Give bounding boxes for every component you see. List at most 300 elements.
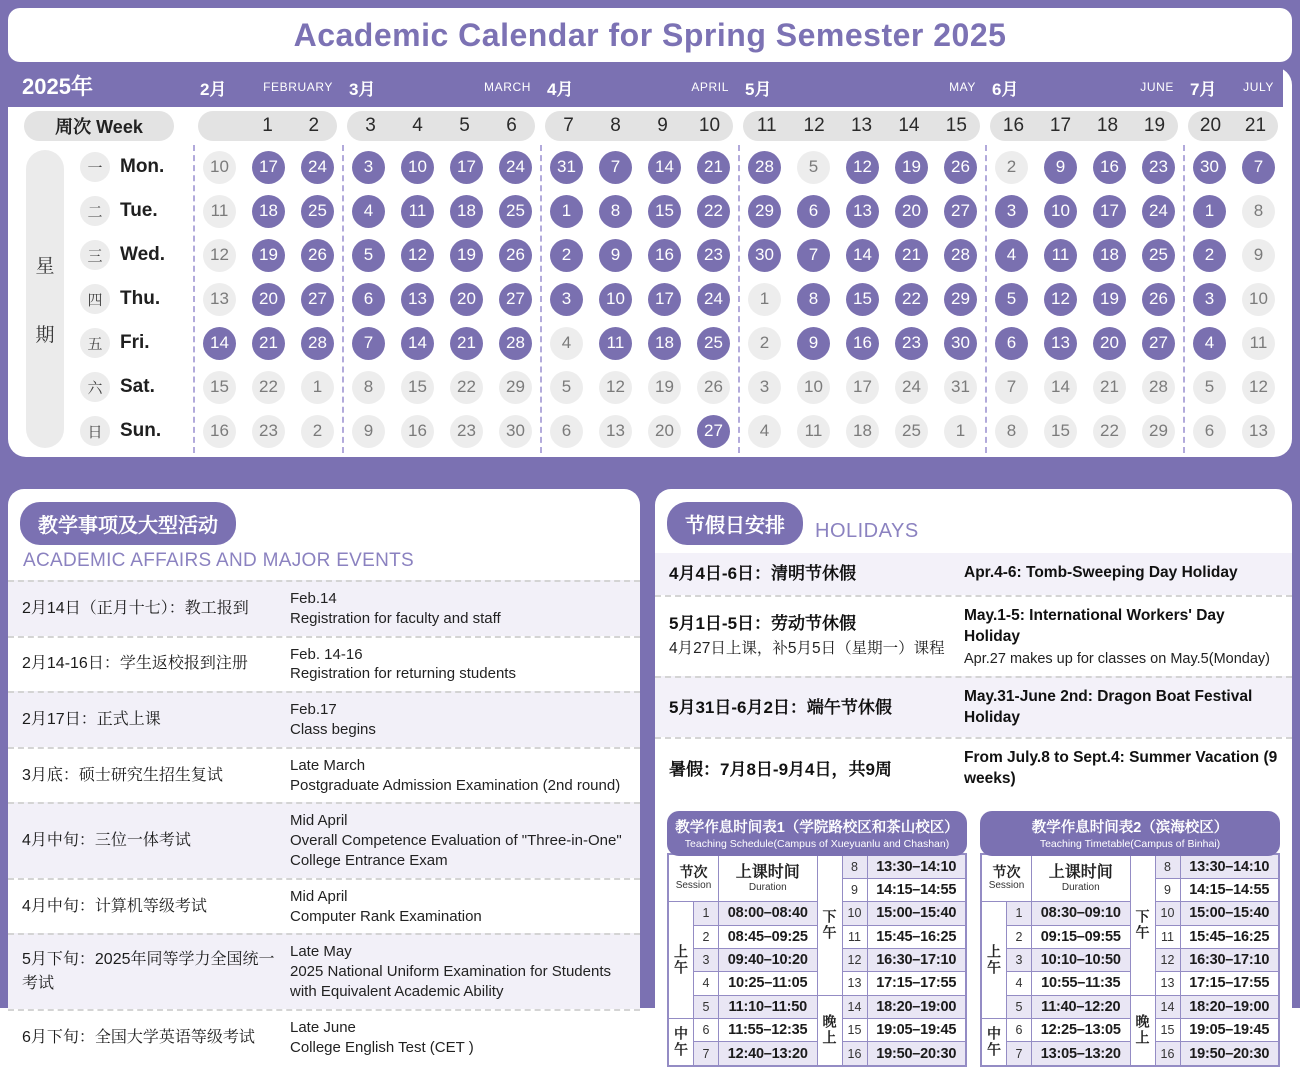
timetable-grid bbox=[667, 853, 967, 1067]
event-en-line: Late June bbox=[290, 1018, 356, 1036]
off-day-circle: 22 bbox=[252, 371, 285, 404]
weekday-zh-label: 四 bbox=[80, 284, 110, 314]
day-cell bbox=[1036, 233, 1085, 277]
day-cell bbox=[244, 365, 293, 409]
month-label-en: MAY bbox=[949, 80, 976, 94]
day-cell bbox=[344, 409, 393, 453]
day-cell bbox=[393, 277, 442, 321]
day-cell bbox=[393, 233, 442, 277]
class-day-circle: 15 bbox=[648, 195, 681, 228]
session-number: 8 bbox=[843, 855, 867, 877]
off-day-circle: 10 bbox=[797, 371, 830, 404]
day-cell bbox=[244, 277, 293, 321]
event-en-line: Mid April bbox=[290, 887, 348, 905]
day-cell bbox=[195, 365, 244, 409]
session-time: 09:40–10:20 bbox=[719, 949, 817, 971]
class-day-circle: 28 bbox=[499, 327, 532, 360]
holiday-row bbox=[655, 595, 1292, 676]
day-cell bbox=[442, 233, 491, 277]
session-time: 11:55–12:35 bbox=[719, 1019, 817, 1041]
class-day-circle: 26 bbox=[499, 239, 532, 272]
class-day-circle: 6 bbox=[352, 283, 385, 316]
week-number: 19 bbox=[1143, 115, 1166, 136]
week-number: 8 bbox=[610, 115, 621, 136]
class-day-circle: 18 bbox=[648, 327, 681, 360]
class-day-circle: 11 bbox=[401, 195, 434, 228]
day-cell bbox=[491, 409, 540, 453]
day-cell bbox=[887, 189, 936, 233]
calendar-panel bbox=[8, 67, 1292, 457]
event-en-line: Overall Competence Evaluation of "Three-in-One" bbox=[290, 832, 622, 850]
session-number: 10 bbox=[1156, 902, 1180, 924]
holiday-en-text bbox=[964, 606, 1282, 667]
day-cell bbox=[838, 189, 887, 233]
holidays-header-pill: 节假日安排 bbox=[667, 502, 803, 545]
event-en-line: with Equivalent Academic Ability bbox=[290, 982, 504, 1000]
session-number: 3 bbox=[1007, 949, 1031, 971]
event-zh-text: 4月中旬：计算机等级考试 bbox=[22, 897, 207, 915]
session-time: 17:15–17:55 bbox=[868, 972, 966, 994]
class-day-circle: 14 bbox=[846, 239, 879, 272]
events-subtitle: ACADEMIC AFFAIRS AND MAJOR EVENTS bbox=[23, 550, 415, 571]
month-label-zh: 4月 bbox=[547, 79, 574, 99]
session-number: 4 bbox=[694, 972, 718, 994]
event-en-line: 2025 National Uniform Examination for Students bbox=[290, 963, 612, 981]
class-day-circle: 21 bbox=[450, 327, 483, 360]
class-day-circle: 10 bbox=[401, 151, 434, 184]
day-cell bbox=[740, 189, 789, 233]
day-cell bbox=[393, 409, 442, 453]
month-week-row bbox=[193, 107, 342, 145]
class-day-circle: 22 bbox=[697, 195, 730, 228]
day-cell bbox=[740, 365, 789, 409]
weekday-zh-label: 日 bbox=[80, 416, 110, 446]
day-cell bbox=[689, 189, 738, 233]
session-time: 10:25–11:05 bbox=[719, 972, 817, 994]
day-cell bbox=[491, 321, 540, 365]
off-day-circle: 17 bbox=[846, 371, 879, 404]
day-cell bbox=[887, 409, 936, 453]
event-row bbox=[8, 933, 640, 1008]
session-number: 13 bbox=[843, 972, 867, 994]
off-day-circle: 10 bbox=[1242, 283, 1275, 316]
day-cell bbox=[344, 277, 393, 321]
day-cell bbox=[789, 189, 838, 233]
session-time: 08:30–09:10 bbox=[1032, 902, 1130, 924]
day-cell bbox=[1234, 365, 1283, 409]
timetable-grid bbox=[980, 853, 1280, 1067]
event-en-text bbox=[290, 942, 630, 1001]
day-cell bbox=[542, 233, 591, 277]
day-cell bbox=[936, 277, 985, 321]
holiday-zh-main: 4月4日-6日：清明节休假 bbox=[669, 564, 857, 583]
week-number: 2 bbox=[308, 115, 320, 136]
event-en-text bbox=[290, 700, 630, 740]
day-cell bbox=[244, 233, 293, 277]
event-en-line: Postgraduate Admission Examination (2nd round) bbox=[290, 776, 621, 794]
day-cell bbox=[293, 189, 342, 233]
day-cell bbox=[689, 145, 738, 189]
timetable-title-en: Teaching Schedule(Campus of Xueyuanlu and Chashan) bbox=[684, 838, 950, 851]
bottom-section bbox=[8, 489, 1292, 1067]
week-number: 15 bbox=[945, 115, 967, 136]
day-cell bbox=[491, 277, 540, 321]
month-label-zh: 2月 bbox=[200, 79, 227, 99]
title-band bbox=[8, 8, 1292, 62]
off-day-circle: 28 bbox=[1142, 371, 1175, 404]
day-cell bbox=[442, 365, 491, 409]
off-day-circle: 20 bbox=[648, 415, 681, 448]
day-cell bbox=[1134, 409, 1183, 453]
holiday-row bbox=[655, 553, 1292, 595]
day-cell bbox=[1134, 233, 1183, 277]
day-cell bbox=[393, 145, 442, 189]
holiday-row bbox=[655, 737, 1292, 799]
timetable bbox=[980, 811, 1280, 1067]
day-cell bbox=[887, 277, 936, 321]
month-block bbox=[1183, 67, 1283, 457]
day-cell bbox=[1085, 321, 1134, 365]
session-time: 19:05–19:45 bbox=[1181, 1019, 1279, 1041]
time-header-cell bbox=[1032, 855, 1130, 901]
day-cell bbox=[591, 277, 640, 321]
day-cell bbox=[887, 321, 936, 365]
day-cell bbox=[195, 409, 244, 453]
session-number: 8 bbox=[1156, 855, 1180, 877]
day-cell bbox=[1134, 365, 1183, 409]
day-cell bbox=[344, 189, 393, 233]
events-header-pill: 教学事项及大型活动 bbox=[20, 502, 236, 545]
holidays-subtitle: HOLIDAYS bbox=[815, 520, 919, 542]
event-en-line: Mid April bbox=[290, 812, 348, 830]
class-day-circle: 27 bbox=[697, 415, 730, 448]
day-cell bbox=[542, 409, 591, 453]
session-number: 10 bbox=[843, 902, 867, 924]
event-zh-text: 2月14-16日：学生返校报到注册 bbox=[22, 655, 248, 673]
class-day-circle: 19 bbox=[895, 151, 928, 184]
day-cell bbox=[1085, 189, 1134, 233]
month-header bbox=[1183, 67, 1283, 107]
session-time: 11:40–12:20 bbox=[1032, 996, 1130, 1018]
month-week-pill bbox=[347, 111, 535, 141]
class-day-circle: 13 bbox=[846, 195, 879, 228]
month-days-grid bbox=[1183, 145, 1283, 453]
day-cell bbox=[789, 365, 838, 409]
class-day-circle: 26 bbox=[301, 239, 334, 272]
off-day-circle: 25 bbox=[895, 415, 928, 448]
day-cell bbox=[195, 233, 244, 277]
class-day-circle: 28 bbox=[748, 151, 781, 184]
day-cell bbox=[987, 321, 1036, 365]
off-day-circle: 19 bbox=[648, 371, 681, 404]
class-day-circle: 30 bbox=[1193, 151, 1226, 184]
day-cell bbox=[244, 189, 293, 233]
week-number: 14 bbox=[898, 115, 920, 136]
noon-group-label: 中午 bbox=[982, 1019, 1006, 1065]
month-label-en: JUNE bbox=[1140, 80, 1174, 94]
session-number: 16 bbox=[1156, 1042, 1180, 1064]
week-number: 5 bbox=[459, 115, 470, 136]
week-number: 1 bbox=[262, 115, 273, 136]
day-cell bbox=[1185, 365, 1234, 409]
session-header-zh: 节次 bbox=[992, 864, 1021, 881]
day-cell bbox=[1036, 277, 1085, 321]
off-day-circle: 18 bbox=[846, 415, 879, 448]
class-day-circle: 28 bbox=[944, 239, 977, 272]
day-cell bbox=[987, 189, 1036, 233]
day-cell bbox=[344, 233, 393, 277]
session-number: 9 bbox=[843, 879, 867, 901]
session-time: 13:05–13:20 bbox=[1032, 1042, 1130, 1064]
day-cell bbox=[344, 321, 393, 365]
week-number: 3 bbox=[365, 115, 376, 136]
week-header-pill: 周次 Week bbox=[24, 111, 174, 141]
class-day-circle: 15 bbox=[846, 283, 879, 316]
day-cell bbox=[887, 145, 936, 189]
week-number: 20 bbox=[1199, 115, 1222, 136]
day-cell bbox=[987, 365, 1036, 409]
day-cell bbox=[293, 233, 342, 277]
month-week-pill bbox=[198, 111, 337, 141]
month-header bbox=[985, 67, 1183, 107]
off-day-circle: 5 bbox=[797, 151, 830, 184]
session-time: 16:30–17:10 bbox=[868, 949, 966, 971]
session-time: 12:40–13:20 bbox=[719, 1042, 817, 1064]
holidays-header bbox=[667, 502, 1292, 545]
holiday-en-main: From July.8 to Sept.4: Summer Vacation (9 weeks) bbox=[964, 749, 1278, 788]
event-zh-text: 6月下旬：全国大学英语等级考试 bbox=[22, 1028, 255, 1046]
day-cell bbox=[740, 145, 789, 189]
class-day-circle: 26 bbox=[944, 151, 977, 184]
month-label-zh: 5月 bbox=[745, 79, 772, 99]
month-label-zh: 6月 bbox=[992, 79, 1019, 99]
day-cell bbox=[442, 145, 491, 189]
day-cell bbox=[195, 321, 244, 365]
day-cell bbox=[1085, 145, 1134, 189]
evening-group-label: 晚上 bbox=[818, 996, 842, 1065]
page-title: Academic Calendar for Spring Semester 2025 bbox=[293, 16, 1007, 53]
day-cell bbox=[1234, 233, 1283, 277]
day-cell bbox=[987, 277, 1036, 321]
class-day-circle: 26 bbox=[1142, 283, 1175, 316]
day-cell bbox=[640, 233, 689, 277]
off-day-circle: 8 bbox=[995, 415, 1028, 448]
month-week-row bbox=[342, 107, 540, 145]
off-day-circle: 23 bbox=[252, 415, 285, 448]
class-day-circle: 18 bbox=[252, 195, 285, 228]
class-day-circle: 11 bbox=[1044, 239, 1077, 272]
weekday-en-label: Sat. bbox=[120, 376, 155, 397]
class-day-circle: 3 bbox=[995, 195, 1028, 228]
day-cell bbox=[640, 189, 689, 233]
morning-group-label: 上午 bbox=[982, 902, 1006, 1018]
class-day-circle: 12 bbox=[846, 151, 879, 184]
holiday-zh-text bbox=[669, 612, 964, 659]
week-number: 10 bbox=[698, 115, 721, 136]
class-day-circle: 27 bbox=[944, 195, 977, 228]
class-day-circle: 21 bbox=[895, 239, 928, 272]
time-header-cell bbox=[719, 855, 817, 901]
class-day-circle: 23 bbox=[697, 239, 730, 272]
event-en-text bbox=[290, 645, 630, 685]
class-day-circle: 3 bbox=[1193, 283, 1226, 316]
month-days-grid bbox=[342, 145, 540, 453]
class-day-circle: 20 bbox=[1093, 327, 1126, 360]
off-day-circle: 3 bbox=[748, 371, 781, 404]
session-number: 15 bbox=[843, 1019, 867, 1041]
day-cell bbox=[789, 145, 838, 189]
off-day-circle: 16 bbox=[401, 415, 434, 448]
day-cell bbox=[442, 409, 491, 453]
class-day-circle: 11 bbox=[599, 327, 632, 360]
month-header bbox=[193, 67, 342, 107]
day-cell bbox=[591, 145, 640, 189]
month-block bbox=[985, 67, 1183, 457]
session-number: 4 bbox=[1007, 972, 1031, 994]
event-en-text bbox=[290, 887, 630, 927]
class-day-circle: 27 bbox=[301, 283, 334, 316]
week-number: 9 bbox=[657, 115, 668, 136]
session-number: 12 bbox=[1156, 949, 1180, 971]
day-cell bbox=[838, 409, 887, 453]
session-time: 11:10–11:50 bbox=[719, 996, 817, 1018]
holiday-en-main: May.31-June 2nd: Dragon Boat Festival Holiday bbox=[964, 687, 1253, 726]
class-day-circle: 24 bbox=[301, 151, 334, 184]
session-number: 7 bbox=[694, 1042, 718, 1064]
class-day-circle: 17 bbox=[450, 151, 483, 184]
day-cell bbox=[195, 189, 244, 233]
class-day-circle: 20 bbox=[450, 283, 483, 316]
weekday-zh-label: 五 bbox=[80, 328, 110, 358]
class-day-circle: 25 bbox=[301, 195, 334, 228]
off-day-circle: 31 bbox=[944, 371, 977, 404]
class-day-circle: 24 bbox=[1142, 195, 1175, 228]
event-en-text bbox=[290, 589, 630, 629]
day-cell bbox=[244, 409, 293, 453]
session-number: 2 bbox=[694, 926, 718, 948]
event-en-line: Registration for faculty and staff bbox=[290, 609, 501, 627]
week-number: 12 bbox=[803, 115, 825, 136]
year-label: 2025年 bbox=[8, 67, 193, 107]
day-cell bbox=[195, 145, 244, 189]
session-time: 13:30–14:10 bbox=[1181, 855, 1279, 877]
event-row bbox=[8, 580, 640, 636]
week-header-row bbox=[8, 107, 193, 145]
session-number: 15 bbox=[1156, 1019, 1180, 1041]
event-en-line: Feb.14 bbox=[290, 590, 337, 607]
week-number: 13 bbox=[850, 115, 873, 136]
class-day-circle: 23 bbox=[895, 327, 928, 360]
month-label-en: FEBRUARY bbox=[263, 80, 333, 94]
day-cell bbox=[1134, 321, 1183, 365]
week-number bbox=[198, 111, 244, 141]
session-number: 1 bbox=[694, 902, 718, 924]
class-day-circle: 19 bbox=[1093, 283, 1126, 316]
day-cell bbox=[838, 365, 887, 409]
off-day-circle: 2 bbox=[995, 151, 1028, 184]
session-number: 3 bbox=[694, 949, 718, 971]
holiday-row bbox=[655, 676, 1292, 738]
day-cell bbox=[1085, 277, 1134, 321]
class-day-circle: 7 bbox=[1242, 151, 1275, 184]
off-day-circle: 9 bbox=[1242, 239, 1275, 272]
event-en-text bbox=[290, 811, 630, 870]
month-week-pill bbox=[545, 111, 733, 141]
class-day-circle: 16 bbox=[648, 239, 681, 272]
month-block bbox=[193, 67, 342, 457]
timetable-title-zh: 教学作息时间表2（滨海校区） bbox=[1031, 820, 1229, 837]
holiday-zh-main: 5月1日-5日：劳动节休假 bbox=[669, 614, 857, 634]
session-time: 09:15–09:55 bbox=[1032, 926, 1130, 948]
event-en-line: Late March bbox=[290, 756, 366, 774]
class-day-circle: 9 bbox=[1044, 151, 1077, 184]
holidays-list bbox=[655, 553, 1292, 799]
week-number: 7 bbox=[563, 115, 574, 136]
session-header-en: Session bbox=[675, 880, 712, 892]
weekday-zh-label: 六 bbox=[80, 372, 110, 402]
class-day-circle: 17 bbox=[1093, 195, 1126, 228]
session-number: 14 bbox=[1156, 996, 1180, 1018]
day-cell bbox=[542, 277, 591, 321]
session-time: 18:20–19:00 bbox=[868, 996, 966, 1018]
class-day-circle: 20 bbox=[895, 195, 928, 228]
class-day-circle: 21 bbox=[252, 327, 285, 360]
afternoon-group-label: 下午 bbox=[818, 855, 842, 994]
day-cell bbox=[442, 189, 491, 233]
session-header-zh: 节次 bbox=[679, 864, 708, 881]
off-day-circle: 26 bbox=[697, 371, 730, 404]
day-cell bbox=[293, 277, 342, 321]
weekday-column-char: 星 bbox=[35, 256, 55, 277]
day-cell bbox=[1036, 145, 1085, 189]
event-en-line: Computer Rank Examination bbox=[290, 907, 482, 925]
day-cell bbox=[591, 321, 640, 365]
day-cell bbox=[1085, 409, 1134, 453]
day-cell bbox=[1234, 321, 1283, 365]
day-cell bbox=[1234, 409, 1283, 453]
day-cell bbox=[740, 233, 789, 277]
off-day-circle: 1 bbox=[748, 283, 781, 316]
afternoon-group-label: 下午 bbox=[1131, 855, 1155, 994]
session-time: 15:45–16:25 bbox=[1181, 926, 1279, 948]
day-cell bbox=[689, 365, 738, 409]
session-time: 17:15–17:55 bbox=[1181, 972, 1279, 994]
session-time: 14:15–14:55 bbox=[1181, 879, 1279, 901]
class-day-circle: 4 bbox=[995, 239, 1028, 272]
class-day-circle: 14 bbox=[648, 151, 681, 184]
day-cell bbox=[887, 233, 936, 277]
session-time: 14:15–14:55 bbox=[868, 879, 966, 901]
class-day-circle: 22 bbox=[895, 283, 928, 316]
class-day-circle: 27 bbox=[499, 283, 532, 316]
session-time: 13:30–14:10 bbox=[868, 855, 966, 877]
session-number: 6 bbox=[1007, 1019, 1031, 1041]
off-day-circle: 6 bbox=[550, 415, 583, 448]
event-row bbox=[8, 747, 640, 803]
event-zh-text: 2月14日（正月十七）：教工报到 bbox=[22, 599, 249, 617]
session-time: 08:00–08:40 bbox=[719, 902, 817, 924]
evening-group-label: 晚上 bbox=[1131, 996, 1155, 1065]
class-day-circle: 8 bbox=[797, 283, 830, 316]
day-cell bbox=[293, 365, 342, 409]
month-days-grid bbox=[193, 145, 342, 453]
class-day-circle: 14 bbox=[203, 327, 236, 360]
off-day-circle: 10 bbox=[203, 151, 236, 184]
holiday-en-text bbox=[964, 563, 1282, 584]
holiday-en-sub: Apr.27 makes up for classes on May.5(Monday) bbox=[964, 650, 1270, 667]
class-day-circle: 8 bbox=[599, 195, 632, 228]
class-day-circle: 19 bbox=[450, 239, 483, 272]
